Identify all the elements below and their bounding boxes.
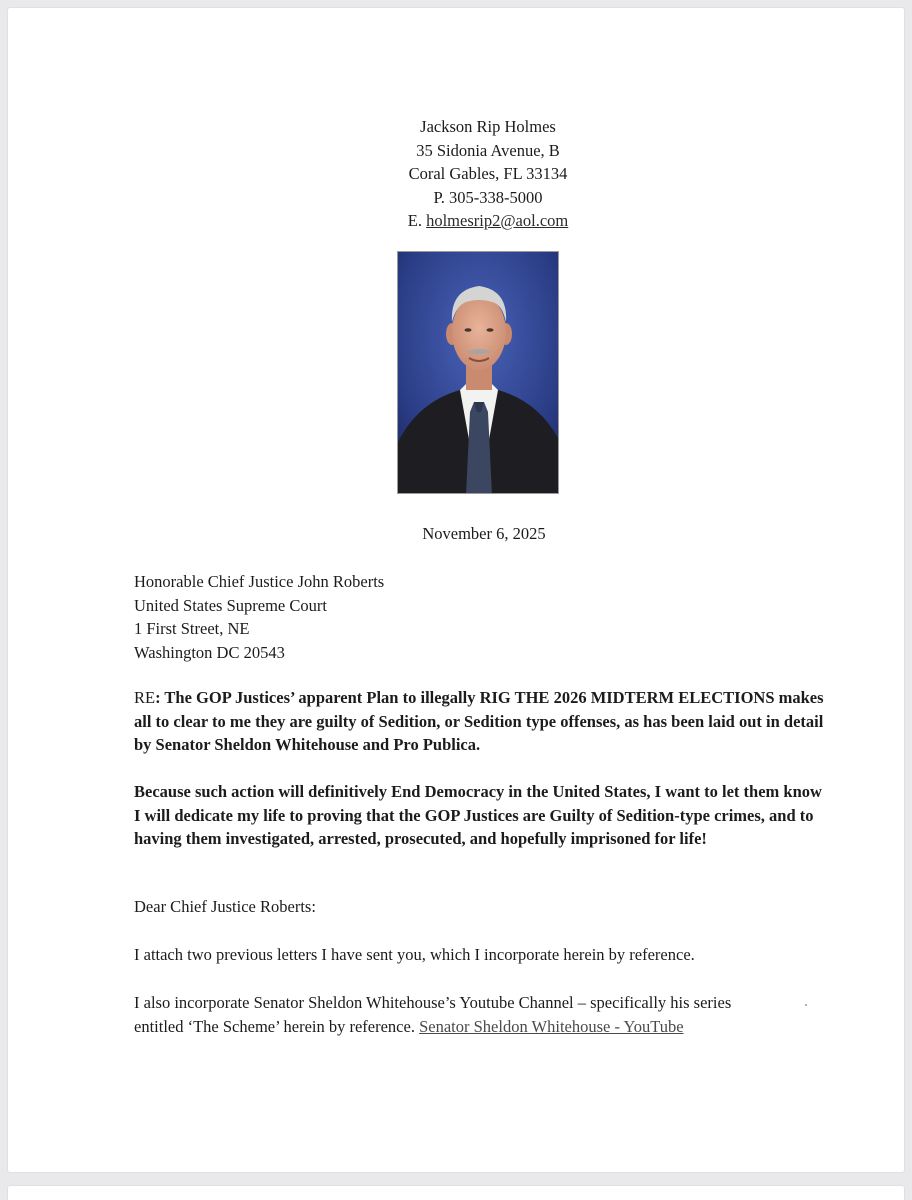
portrait-photo-icon	[398, 252, 559, 494]
subject-line	[134, 686, 824, 757]
body-paragraph-1: I attach two previous letters I have sent you, which I incorporate herein by reference.	[134, 945, 695, 964]
next-page-edge	[8, 1186, 904, 1200]
paragraph-2-line-1: I also incorporate Senator Sheldon Whitehouse’s Youtube Channel – specifically his series	[134, 993, 732, 1012]
sender-city: Coral Gables, FL 33134	[408, 164, 568, 183]
sender-street: 35 Sidonia Avenue, B	[416, 140, 560, 160]
recipient-line-1: Honorable Chief Justice John Roberts	[134, 572, 385, 591]
sender-phone: P. 305-338-5000	[433, 187, 543, 207]
letter-page	[8, 8, 904, 1172]
recipient-address-block	[134, 570, 384, 664]
body-paragraph-2	[134, 991, 834, 1038]
recipient-line-4: Washington DC 20543	[134, 642, 285, 662]
sender-email-link[interactable]: holmesrip2@aol.com	[426, 211, 569, 230]
sender-email-line	[8, 209, 912, 233]
recipient-line-3: 1 First Street, NE	[134, 619, 250, 638]
sender-address-block	[8, 115, 912, 233]
subject-text: : The GOP Justices’ apparent Plan to illegally RIG THE 2026 MIDTERM ELECTIONS makes all to clear to me they are guilty of Sedition, or Sedition type offenses, as has been laid out in detail by Senator Sheldon Whitehouse and Pro Publica.	[134, 688, 824, 754]
sender-name: Jackson Rip Holmes	[420, 117, 556, 136]
recipient-line-2: United States Supreme Court	[134, 595, 327, 615]
salutation: Dear Chief Justice Roberts:	[134, 897, 316, 916]
email-prefix: E.	[407, 211, 427, 230]
youtube-channel-link[interactable]: Senator Sheldon Whitehouse - YouTube	[419, 1016, 684, 1036]
letter-date: November 6, 2025	[422, 524, 546, 543]
bold-paragraph: Because such action will definitively End Democracy in the United States, I want to let them know I will dedicate my life to proving that the GOP Justices are Guilty of Sedition-type crimes, and to having them investigated, arrested, prosecuted, and hopefully imprisoned for life!	[134, 782, 822, 848]
paragraph-2-line-2: entitled ‘The Scheme’ herein by reference.	[134, 1016, 420, 1036]
subject-label: RE	[134, 688, 156, 707]
portrait-photo	[397, 251, 559, 494]
scan-speck	[805, 1004, 807, 1006]
